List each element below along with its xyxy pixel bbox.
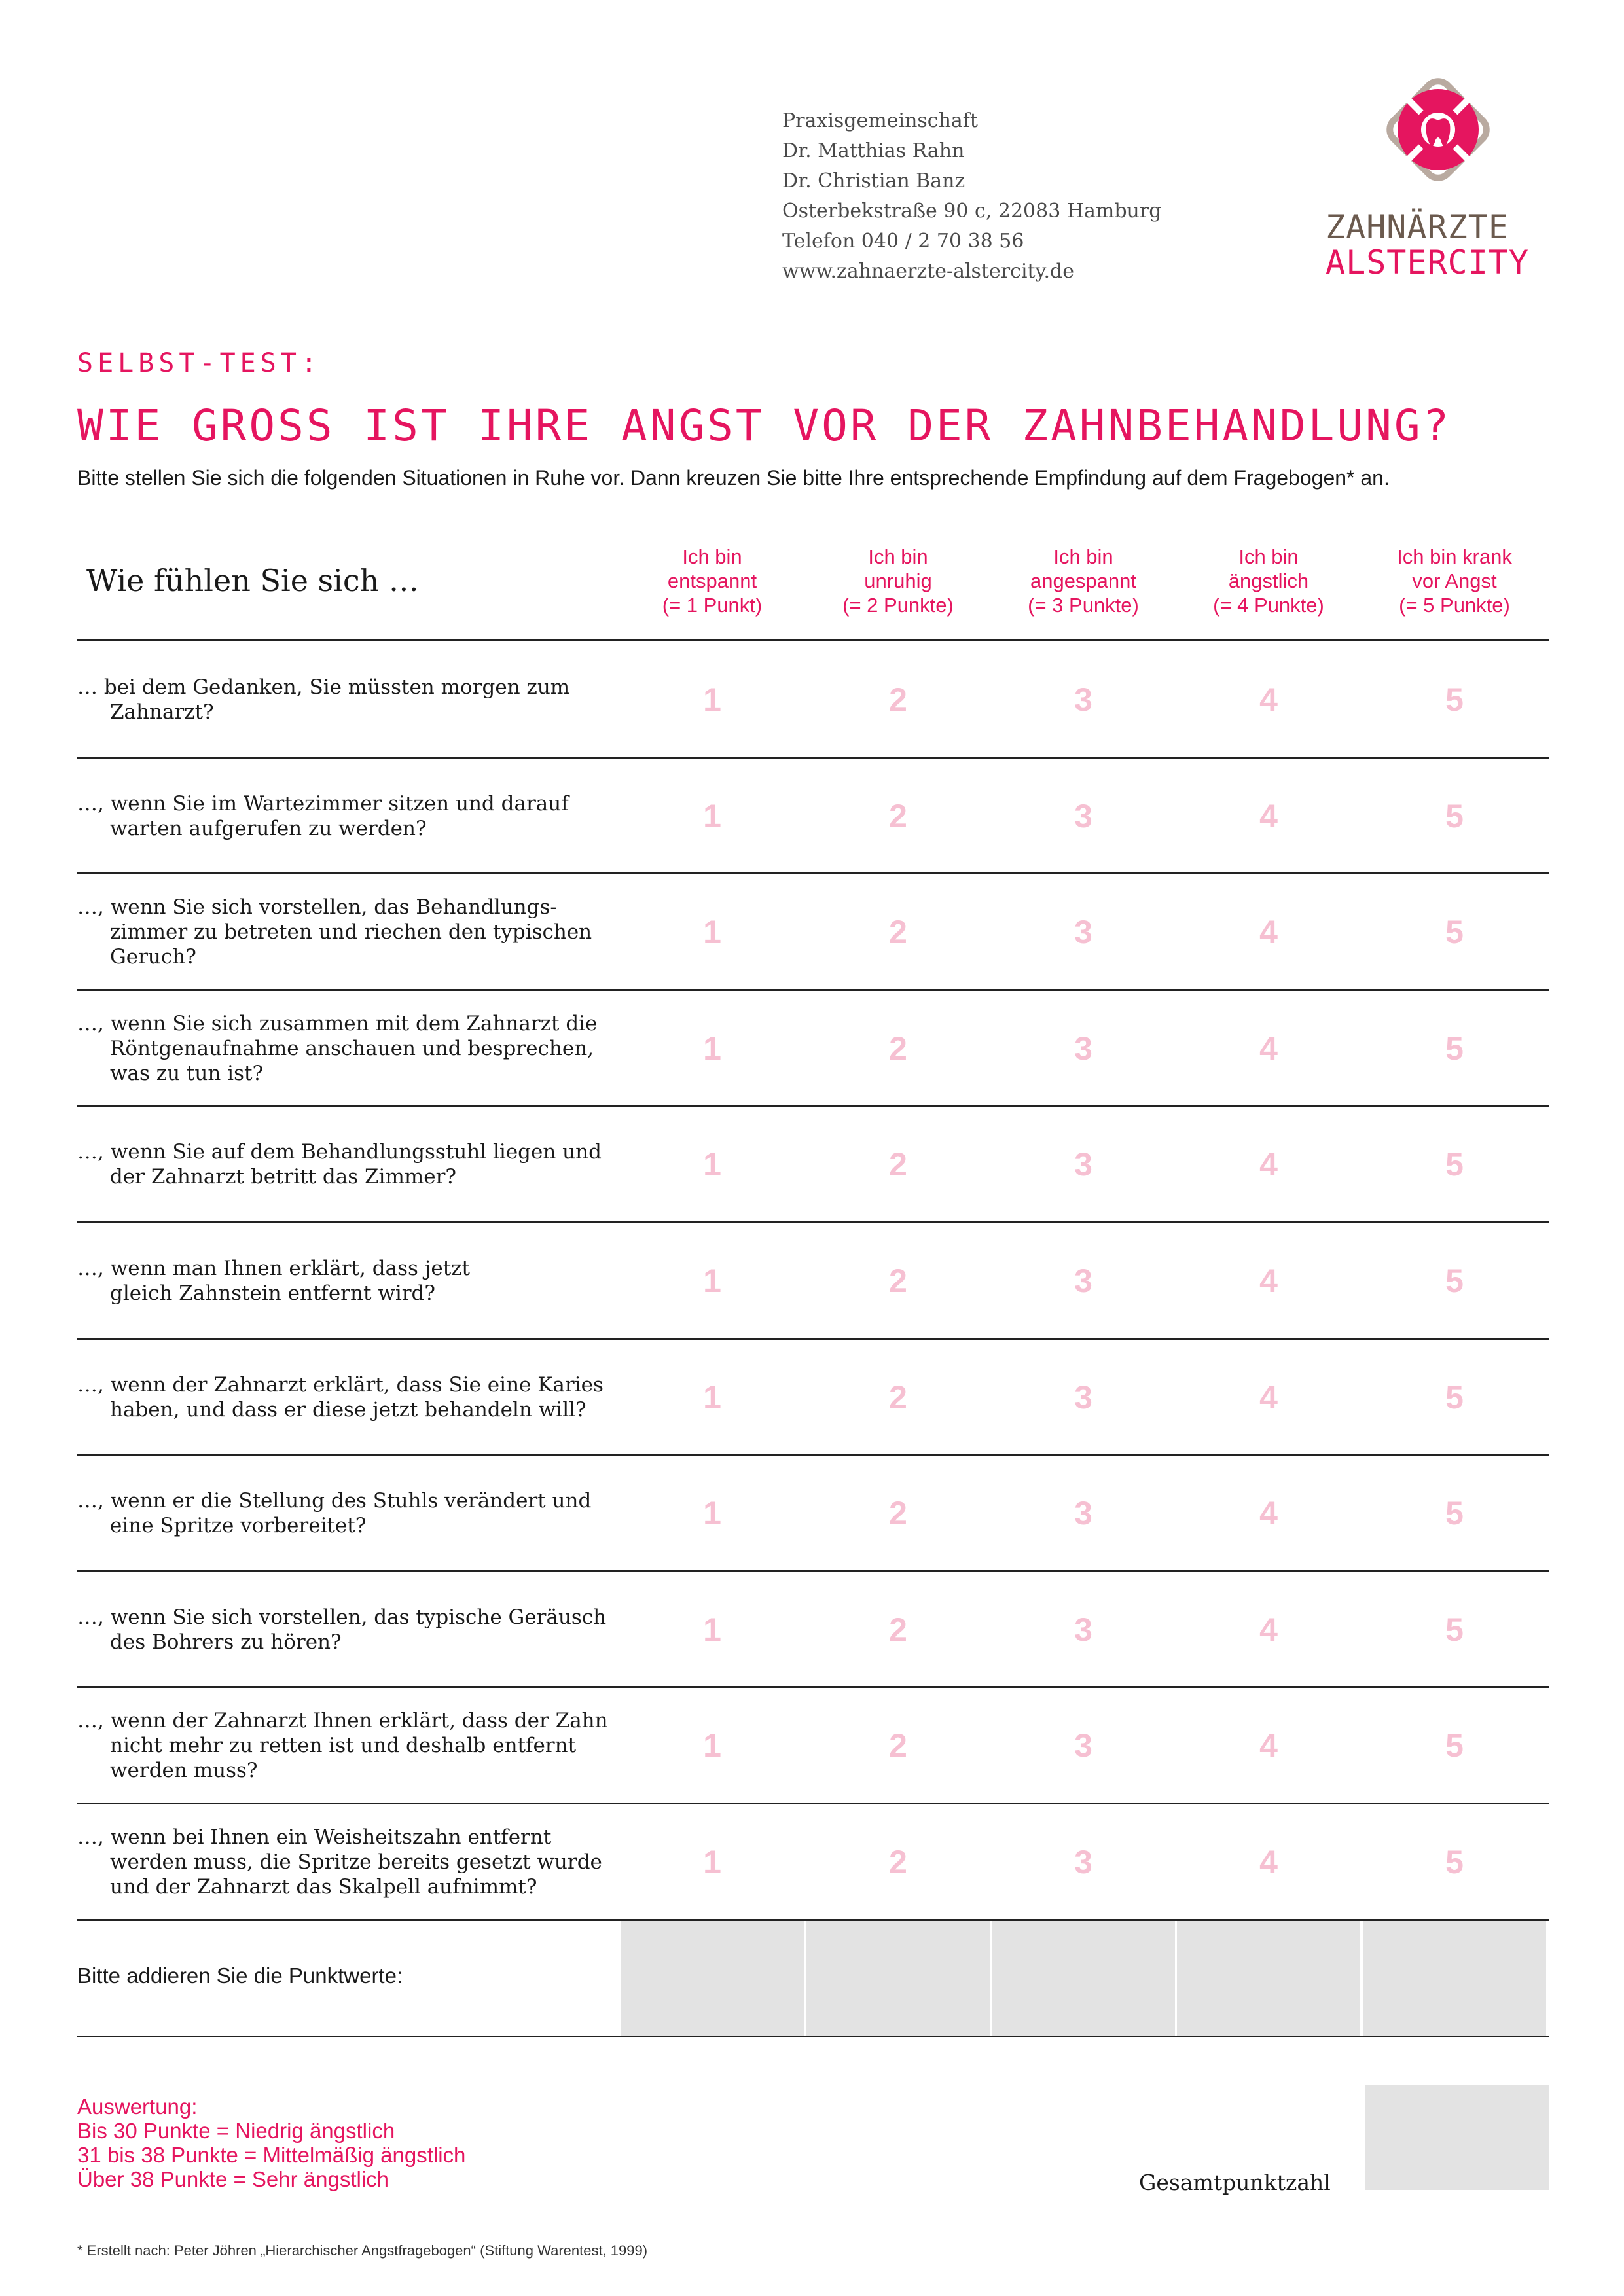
score-option[interactable]: 3: [1074, 1844, 1092, 1880]
column-sum-box[interactable]: [992, 1921, 1175, 2036]
score-option[interactable]: 4: [1259, 1378, 1278, 1416]
score-option[interactable]: 2: [889, 1495, 907, 1532]
score-option[interactable]: 3: [1074, 1611, 1092, 1648]
score-option[interactable]: 5: [1445, 681, 1464, 718]
score-column-header-line: Ich bin: [1053, 545, 1113, 568]
question-column-header: Wie fühlen Sie sich …: [86, 563, 419, 598]
score-option[interactable]: 2: [889, 797, 907, 834]
question-row: [77, 1223, 1549, 1339]
practice-line: Dr. Christian Banz: [782, 170, 965, 192]
score-option[interactable]: 5: [1445, 1378, 1464, 1416]
question-text: [77, 641, 634, 758]
practice-line: Dr. Matthias Rahn: [782, 139, 965, 162]
score-option[interactable]: 4: [1259, 1727, 1278, 1765]
score-option[interactable]: 5: [1445, 1611, 1464, 1648]
score-option[interactable]: 3: [1074, 1727, 1092, 1765]
score-option[interactable]: 3: [1074, 1263, 1092, 1299]
score-option[interactable]: 2: [889, 1263, 907, 1299]
score-option[interactable]: 4: [1259, 1495, 1278, 1532]
question-text: [77, 1687, 634, 1804]
score-option[interactable]: 2: [889, 1727, 907, 1765]
score-column-header-line: ängstlich: [1228, 569, 1309, 592]
score-option[interactable]: 2: [889, 1378, 907, 1416]
score-option[interactable]: 5: [1445, 1146, 1464, 1183]
score-option[interactable]: 4: [1259, 1844, 1278, 1880]
question-text-content: …, wenn Sie im Wartezimmer sitzen und darauf warten aufgerufen zu werden?: [77, 791, 569, 840]
practice-line: Osterbekstraße 90 c, 22083 Hamburg: [782, 200, 1162, 223]
score-option[interactable]: 5: [1445, 1844, 1464, 1880]
question-row: [77, 874, 1549, 990]
evaluation-title: Auswertung:: [77, 2094, 198, 2119]
question-row: [77, 1339, 1549, 1456]
score-column-header-line: unruhig: [864, 569, 932, 592]
total-score-box[interactable]: [1365, 2085, 1549, 2190]
practice-line: Praxisgemeinschaft: [782, 109, 978, 132]
score-option[interactable]: 4: [1259, 797, 1278, 834]
sum-label: Bitte addieren Sie die Punktwerte:: [77, 1964, 403, 1988]
page-title: WIE GROSS IST IHRE ANGST VOR DER ZAHNBEHANDLUNG?: [77, 401, 1452, 451]
question-text: [77, 1571, 634, 1688]
column-sum-box[interactable]: [621, 1921, 804, 2036]
score-option[interactable]: 1: [703, 1378, 721, 1416]
score-column-header-line: (= 4 Punkte): [1213, 594, 1324, 617]
question-text-content: …, wenn Sie sich vorstellen, das typische Geräusch des Bohrers zu hören?: [77, 1605, 607, 1654]
question-text: [77, 990, 634, 1107]
score-option[interactable]: 1: [703, 797, 721, 834]
evaluation-block: [77, 2094, 465, 2191]
logo-text-line1: ZAHNÄRZTE: [1326, 208, 1509, 246]
question-text-content: …, wenn Sie auf dem Behandlungsstuhl liegen und der Zahnarzt betritt das Zimmer?: [77, 1140, 602, 1189]
question-row: [77, 1571, 1549, 1688]
score-option[interactable]: 1: [703, 681, 721, 718]
practice-line: Telefon 040 / 2 70 38 56: [782, 230, 1024, 253]
question-row: [77, 641, 1549, 758]
logo: [1326, 72, 1548, 288]
score-column-header-line: Ich bin krank: [1397, 545, 1512, 568]
question-text-content: …, wenn der Zahnarzt Ihnen erklärt, dass der Zahn nicht mehr zu retten ist und deshalb entfernt werden muss?: [77, 1709, 608, 1783]
score-option[interactable]: 1: [703, 1263, 721, 1299]
score-option[interactable]: 4: [1259, 681, 1278, 718]
score-option[interactable]: 1: [703, 1030, 721, 1067]
score-option[interactable]: 2: [889, 1030, 907, 1067]
question-text-content: …, wenn Sie sich zusammen mit dem Zahnarzt die Röntgenaufnahme anschauen und besprechen, was zu tun ist?: [77, 1011, 598, 1085]
question-text: [77, 1804, 634, 1920]
score-column-header: [1001, 545, 1165, 617]
score-column-header: [630, 545, 794, 617]
total-score-label: Gesamtpunktzahl: [1139, 2170, 1331, 2195]
practice-address: [782, 106, 1240, 287]
score-column-header: [1187, 545, 1350, 617]
score-column-header-line: Ich bin: [682, 545, 742, 568]
score-option[interactable]: 1: [703, 914, 721, 951]
score-option[interactable]: 5: [1445, 1263, 1464, 1299]
score-option[interactable]: 5: [1445, 1495, 1464, 1532]
score-option[interactable]: 3: [1074, 681, 1092, 718]
question-text-content: … bei dem Gedanken, Sie müssten morgen zum Zahnarzt?: [77, 675, 570, 724]
practice-line: www.zahnaerzte-alstercity.de: [782, 260, 1075, 283]
score-option[interactable]: 4: [1259, 1030, 1278, 1067]
score-column-header-line: entspannt: [667, 569, 757, 592]
score-option[interactable]: 5: [1445, 1030, 1464, 1067]
question-text: [77, 1339, 634, 1456]
score-option[interactable]: 1: [703, 1146, 721, 1183]
score-column-header-line: (= 5 Punkte): [1399, 594, 1510, 617]
score-option[interactable]: 3: [1074, 914, 1092, 951]
question-text-content: …, wenn er die Stellung des Stuhls verändert und eine Spritze vorbereitet?: [77, 1489, 592, 1538]
question-row: [77, 758, 1549, 874]
score-column-header-line: Ich bin: [868, 545, 928, 568]
score-option[interactable]: 2: [889, 1844, 907, 1880]
score-column-header-line: Ich bin: [1238, 545, 1299, 568]
evaluation-line: 31 bis 38 Punkte = Mittelmäßig ängstlich: [77, 2143, 466, 2167]
score-option[interactable]: 3: [1074, 797, 1092, 834]
column-sum-box[interactable]: [1363, 1921, 1546, 2036]
question-text: [77, 758, 634, 874]
intro-text: Bitte stellen Sie sich die folgenden Situationen in Ruhe vor. Dann kreuzen Sie bitte Ihre entsprechende Empfindung auf dem Fragebogen* an.: [77, 466, 1390, 490]
evaluation-line: Bis 30 Punkte = Niedrig ängstlich: [77, 2119, 395, 2143]
score-option[interactable]: 3: [1074, 1146, 1092, 1183]
score-column-header-line: (= 1 Punkt): [662, 594, 763, 617]
kicker-title: SELBST-TEST:: [77, 348, 321, 378]
question-text-content: …, wenn man Ihnen erklärt, dass jetzt gleich Zahnstein entfernt wird?: [77, 1257, 470, 1305]
question-row: [77, 1804, 1549, 1920]
score-column-header-line: angespannt: [1030, 569, 1137, 592]
question-row: [77, 1687, 1549, 1804]
question-text: [77, 874, 634, 990]
column-sum-box[interactable]: [806, 1921, 990, 2036]
score-option[interactable]: 4: [1259, 1146, 1278, 1183]
score-option[interactable]: 5: [1445, 1727, 1464, 1765]
score-option[interactable]: 2: [889, 914, 907, 951]
question-text-content: …, wenn Sie sich vorstellen, das Behandlungs- zimmer zu betreten und riechen den typischen Geruch?: [77, 895, 592, 969]
score-column-header-line: (= 3 Punkte): [1028, 594, 1139, 617]
score-option[interactable]: 2: [889, 1146, 907, 1183]
score-option[interactable]: 3: [1074, 1378, 1092, 1416]
score-option[interactable]: 3: [1074, 1495, 1092, 1532]
score-column-header: [816, 545, 980, 617]
score-option[interactable]: 2: [889, 1611, 907, 1648]
score-option[interactable]: 5: [1445, 797, 1464, 834]
score-option[interactable]: 1: [703, 1611, 721, 1648]
question-text-content: …, wenn der Zahnarzt erklärt, dass Sie eine Karies haben, und dass er diese jetzt behandeln will?: [77, 1372, 604, 1422]
score-option[interactable]: 1: [703, 1727, 721, 1765]
question-row: [77, 1106, 1549, 1223]
question-text: [77, 1455, 634, 1571]
question-row: [77, 990, 1549, 1107]
score-option[interactable]: 1: [703, 1495, 721, 1532]
evaluation-line: Über 38 Punkte = Sehr ängstlich: [77, 2167, 389, 2191]
table-bottom-divider: [77, 2036, 1549, 2037]
score-column-header-line: vor Angst: [1412, 569, 1497, 592]
question-text: [77, 1106, 634, 1223]
score-column-header: [1373, 545, 1536, 617]
score-column-header-line: (= 2 Punkte): [842, 594, 954, 617]
score-option[interactable]: 3: [1074, 1030, 1092, 1067]
logo-text-line2: ALSTERCITY: [1326, 243, 1530, 281]
column-sum-box[interactable]: [1177, 1921, 1360, 2036]
score-option[interactable]: 1: [703, 1844, 721, 1880]
question-text: [77, 1223, 634, 1339]
score-option[interactable]: 4: [1259, 1263, 1278, 1299]
question-row: [77, 1455, 1549, 1571]
footnote: * Erstellt nach: Peter Jöhren „Hierarchischer Angstfragebogen“ (Stiftung Warentest, 1999): [77, 2242, 648, 2259]
score-option[interactable]: 2: [889, 681, 907, 718]
score-option[interactable]: 4: [1259, 914, 1278, 951]
lifebuoy-tooth-icon: [1380, 72, 1496, 187]
question-text-content: …, wenn bei Ihnen ein Weisheitszahn entfernt werden muss, die Spritze bereits gesetzt wurde und der Zahnarzt das Skalpell aufnimmt?: [77, 1825, 602, 1899]
score-option[interactable]: 4: [1259, 1611, 1278, 1648]
score-option[interactable]: 5: [1445, 914, 1464, 951]
